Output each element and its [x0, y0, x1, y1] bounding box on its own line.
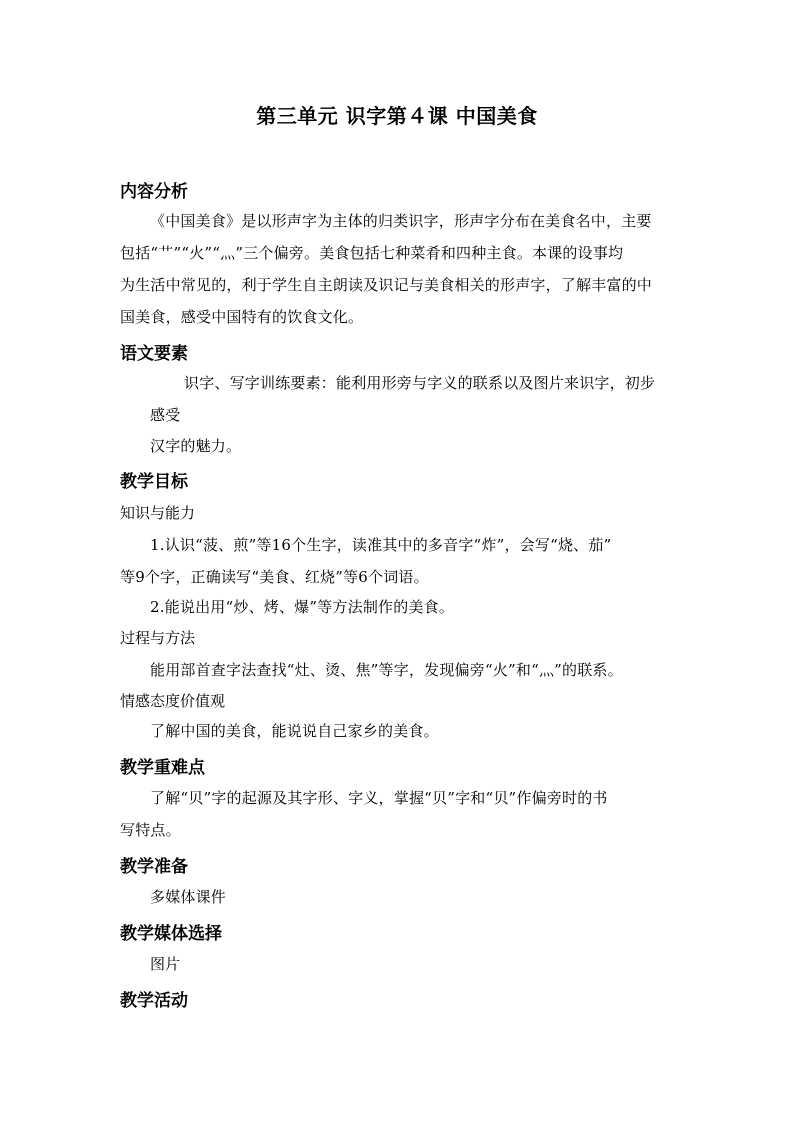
section-heading-activities: 教学活动: [120, 991, 188, 1011]
paragraph-line: 国美食，感受中国特有的饮食文化。: [120, 308, 364, 326]
paragraph-line: 写特点。: [120, 821, 181, 839]
paragraph-line: 识字、写字训练要素：能利用形旁与字义的联系以及图片来识字，初步: [184, 374, 656, 392]
paragraph-line: 1.认识“菠、煎”等16个生字，读准其中的多音字“炸”，会写“烧、茄”: [150, 536, 612, 554]
paragraph-line: 多媒体课件: [150, 888, 227, 906]
paragraph-line: 汉字的魅力。: [150, 437, 242, 455]
section-heading-teaching-goals: 教学目标: [120, 472, 188, 492]
paragraph-line: 等9个字，正确读写“美食、红烧”等6个词语。: [120, 568, 429, 586]
page-title: 第三单元 识字第４课 中国美食: [256, 104, 538, 128]
section-heading-content-analysis: 内容分析: [120, 182, 188, 202]
section-heading-preparation: 教学准备: [120, 857, 188, 877]
subsection-label-knowledge: 知识与能力: [120, 504, 196, 522]
paragraph-line: 了解中国的美食，能说说自己家乡的美食。: [150, 722, 439, 740]
paragraph-line: 2.能说出用“炒、烤、爆”等方法制作的美食。: [150, 598, 455, 616]
paragraph-line: 图片: [150, 955, 181, 973]
subsection-label-process: 过程与方法: [120, 629, 196, 647]
paragraph-line: 感受: [150, 406, 181, 424]
paragraph-line: 为生活中常见的，利于学生自主朗读及识记与美食相关的形声字，了解丰富的中: [120, 276, 653, 294]
section-heading-key-difficulties: 教学重难点: [120, 758, 205, 778]
paragraph-line: 包括“艹”“火”“灬”三个偏旁。美食包括七种菜肴和四种主食。本课的设事均: [120, 244, 624, 262]
section-heading-media: 教学媒体选择: [120, 924, 222, 944]
paragraph-line: 《中国美食》是以形声字为主体的归类识字，形声字分布在美食名中，主要: [150, 212, 652, 230]
paragraph-line: 了解“贝”字的起源及其字形、字义，掌握“贝”字和“贝”作偏旁时的书: [150, 789, 608, 807]
subsection-label-emotion: 情感态度价值观: [120, 692, 226, 710]
paragraph-line: 能用部首查字法查找“灶、烫、焦”等字，发现偏旁“火”和“灬”的联系。: [150, 661, 623, 679]
section-heading-language-elements: 语文要素: [120, 344, 188, 364]
